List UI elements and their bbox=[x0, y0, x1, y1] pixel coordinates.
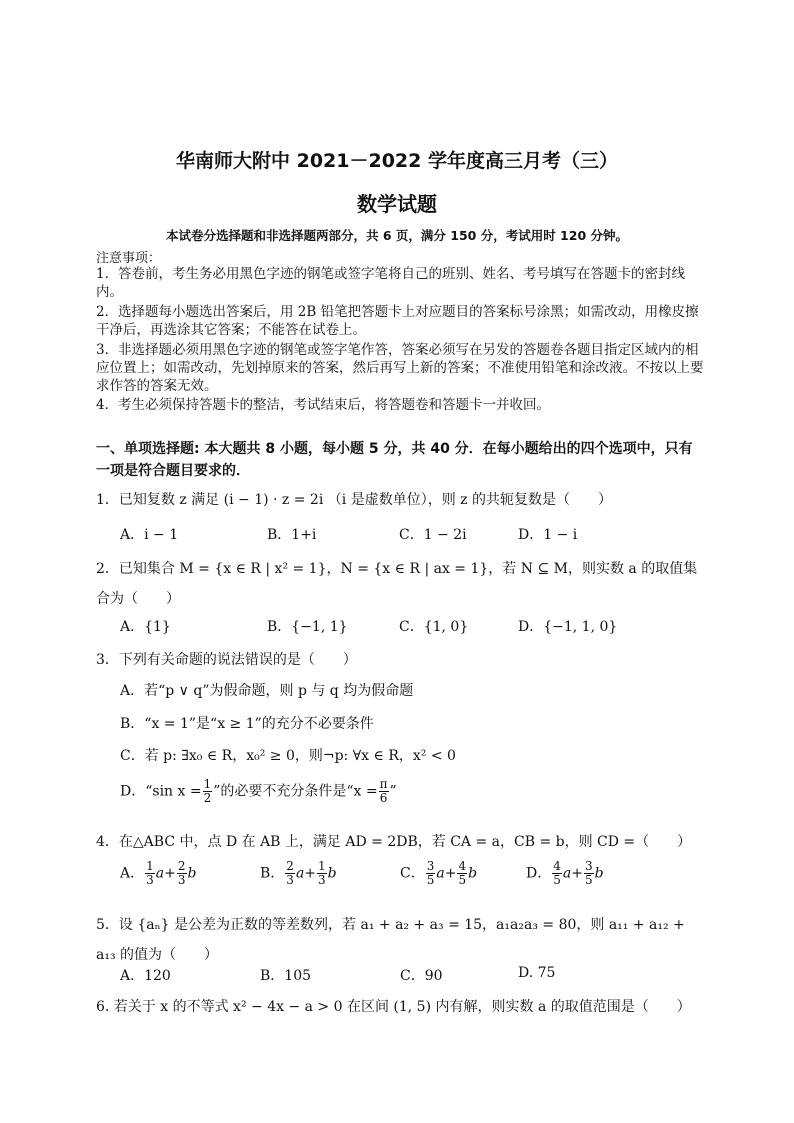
q3-d-middle: ”的必要不充分条件是“x = bbox=[213, 783, 378, 800]
q5-option-a: A．120 bbox=[120, 968, 171, 984]
q3-option-b: B．“x = 1”是“x ≥ 1”的充分不必要条件 bbox=[120, 716, 374, 732]
fraction-numerator: 4 bbox=[553, 859, 561, 873]
fraction-numerator: 3 bbox=[584, 859, 593, 873]
vector-a: a bbox=[562, 865, 572, 882]
option-label: D． bbox=[526, 865, 552, 882]
fraction bbox=[552, 860, 562, 887]
section-heading: 一、单项选择题: 本大题共 8 小题，每小题 5 分，共 40 分．在每小题给出的四个选项中，只有一项是符合题目要求的． bbox=[96, 441, 693, 479]
note-item bbox=[96, 396, 706, 414]
q1-option-a: A．i − 1 bbox=[120, 527, 179, 543]
q5-option-b: B．105 bbox=[260, 968, 312, 984]
question-4-stem: 4．在△ABC 中，点 D 在 AB 上，满足 AD = 2DB，若 CA = a，CB = b，则 CD =（ ） bbox=[96, 834, 692, 850]
plus-sign: + bbox=[164, 865, 176, 882]
question-2-stem: 2．已知集合 M = {x ∈ R | x² = 1}，N = {x ∈ R | ax = 1}，若 N ⊆ M，则实数 a 的取值集合为（ ） bbox=[96, 561, 698, 607]
fraction-numerator: 1 bbox=[203, 777, 212, 791]
q2-option-a: A．{1} bbox=[120, 619, 171, 635]
note-number: 1． bbox=[96, 266, 119, 282]
q4-option-d bbox=[526, 860, 604, 887]
fraction-denominator: 5 bbox=[553, 873, 561, 887]
fraction-denominator: 5 bbox=[584, 873, 593, 887]
q2-option-b: B．{−1, 1} bbox=[267, 619, 348, 635]
fraction-denominator: 3 bbox=[146, 873, 154, 887]
q1-option-d: D．1 − i bbox=[518, 527, 578, 543]
note-number: 3． bbox=[96, 342, 119, 358]
q1-option-c: C．1 − 2i bbox=[399, 527, 467, 543]
fraction bbox=[285, 860, 295, 887]
q2-option-c: C．{1, 0} bbox=[399, 619, 469, 635]
fraction-denominator: 6 bbox=[379, 791, 388, 805]
option-label: C． bbox=[400, 865, 425, 882]
q3-option-d bbox=[120, 778, 397, 805]
q3-d-fraction-pi-six bbox=[379, 778, 389, 805]
note-item bbox=[96, 303, 706, 339]
note-item bbox=[96, 265, 706, 301]
exam-title: 华南师大附中 2021－2022 学年度高三月考（三） bbox=[176, 150, 618, 172]
note-text: 答卷前，考生务必用黑色字迹的钢笔或签字笔将自己的班别、姓名、考号填写在答题卡的密封线内。 bbox=[96, 266, 685, 300]
fraction-denominator: 2 bbox=[203, 791, 212, 805]
exam-intro: 本试卷分选择题和非选择题两部分，共 6 页，满分 150 分，考试用时 120 分钟。 bbox=[166, 228, 628, 243]
plus-sign: + bbox=[444, 865, 457, 882]
fraction-numerator: 1 bbox=[146, 859, 154, 873]
fraction bbox=[457, 860, 467, 887]
q3-d-suffix: ” bbox=[389, 783, 397, 800]
question-1-stem: 1．已知复数 z 满足 (i − 1) · z = 2i （i 是虚数单位），则 z 的共轭复数是（ ） bbox=[96, 492, 612, 508]
vector-b: b bbox=[594, 865, 604, 882]
q3-d-fraction-half bbox=[203, 778, 213, 805]
vector-a: a bbox=[155, 865, 165, 882]
q4-option-c bbox=[400, 860, 477, 887]
option-label: B． bbox=[260, 865, 285, 882]
option-label: A． bbox=[120, 865, 145, 882]
question-3-stem: 3．下列有关命题的说法错误的是（ ） bbox=[96, 652, 357, 668]
note-text: 选择题每小题选出答案后，用 2B 铅笔把答题卡上对应题目的答案标号涂黑；如需改动，用橡皮擦干净后，再选涂其它答案；不能答在试卷上。 bbox=[96, 304, 699, 338]
fraction bbox=[426, 860, 436, 887]
note-item bbox=[96, 341, 706, 395]
vector-b: b bbox=[468, 865, 478, 882]
notes-heading: 注意事项： bbox=[96, 251, 162, 266]
fraction-denominator: 3 bbox=[177, 873, 186, 887]
fraction-numerator: 3 bbox=[426, 859, 435, 873]
exam-subtitle: 数学试题 bbox=[357, 192, 437, 216]
q3-option-c: C．若 p: ∃x₀ ∈ R，x₀² ≥ 0，则¬p: ∀x ∈ R，x² < 0 bbox=[120, 748, 456, 764]
vector-a: a bbox=[295, 865, 305, 882]
q3-option-a: A．若“p ∨ q”为假命题，则 p 与 q 均为假命题 bbox=[120, 683, 414, 699]
fraction-numerator: 2 bbox=[286, 859, 294, 873]
plus-sign: + bbox=[304, 865, 317, 882]
fraction-denominator: 3 bbox=[286, 873, 294, 887]
q5-option-d: D. 75 bbox=[518, 965, 556, 981]
note-number: 4． bbox=[96, 397, 119, 413]
fraction bbox=[584, 860, 594, 887]
question-5-stem: 5．设 {aₙ} 是公差为正数的等差数列，若 a₁ + a₂ + a₃ = 15，a₁a₂a₃ = 80，则 a₁₁ + a₁₂ + a₁₃ 的值为（ ） bbox=[96, 917, 685, 963]
fraction-denominator: 5 bbox=[458, 873, 467, 887]
vector-b: b bbox=[327, 865, 337, 882]
q1-option-b: B．1+i bbox=[267, 527, 317, 543]
fraction-numerator: 2 bbox=[177, 859, 186, 873]
fraction-numerator: 1 bbox=[318, 859, 326, 873]
note-number: 2． bbox=[96, 304, 119, 320]
q2-option-d: D．{−1, 1, 0} bbox=[518, 619, 618, 635]
plus-sign: + bbox=[571, 865, 583, 882]
fraction-denominator: 3 bbox=[318, 873, 326, 887]
fraction-denominator: 5 bbox=[426, 873, 435, 887]
q4-option-a bbox=[120, 860, 196, 887]
q3-d-prefix: D．“sin x = bbox=[120, 783, 202, 800]
q4-option-b bbox=[260, 860, 337, 887]
note-text: 非选择题必须用黑色字迹的钢笔或签字笔作答，答案必须写在另发的答题卷各题目指定区域内的相应位置上；如需改动，先划掉原来的答案，然后再写上新的答案；不准使用铅笔和涂改液。不按以上要求作答的答案无效。 bbox=[96, 342, 704, 394]
fraction bbox=[145, 860, 155, 887]
fraction-numerator: π bbox=[379, 777, 388, 791]
note-text: 考生必须保持答题卡的整洁，考试结束后，将答题卷和答题卡一并收回。 bbox=[118, 397, 550, 413]
fraction bbox=[177, 860, 187, 887]
fraction-numerator: 4 bbox=[458, 859, 467, 873]
vector-b: b bbox=[187, 865, 197, 882]
q5-option-c: C．90 bbox=[400, 968, 443, 984]
vector-a: a bbox=[436, 865, 445, 882]
question-6-stem: 6. 若关于 x 的不等式 x² − 4x − a > 0 在区间 (1, 5) 内有解，则实数 a 的取值范围是（ ） bbox=[96, 999, 691, 1015]
fraction bbox=[317, 860, 327, 887]
